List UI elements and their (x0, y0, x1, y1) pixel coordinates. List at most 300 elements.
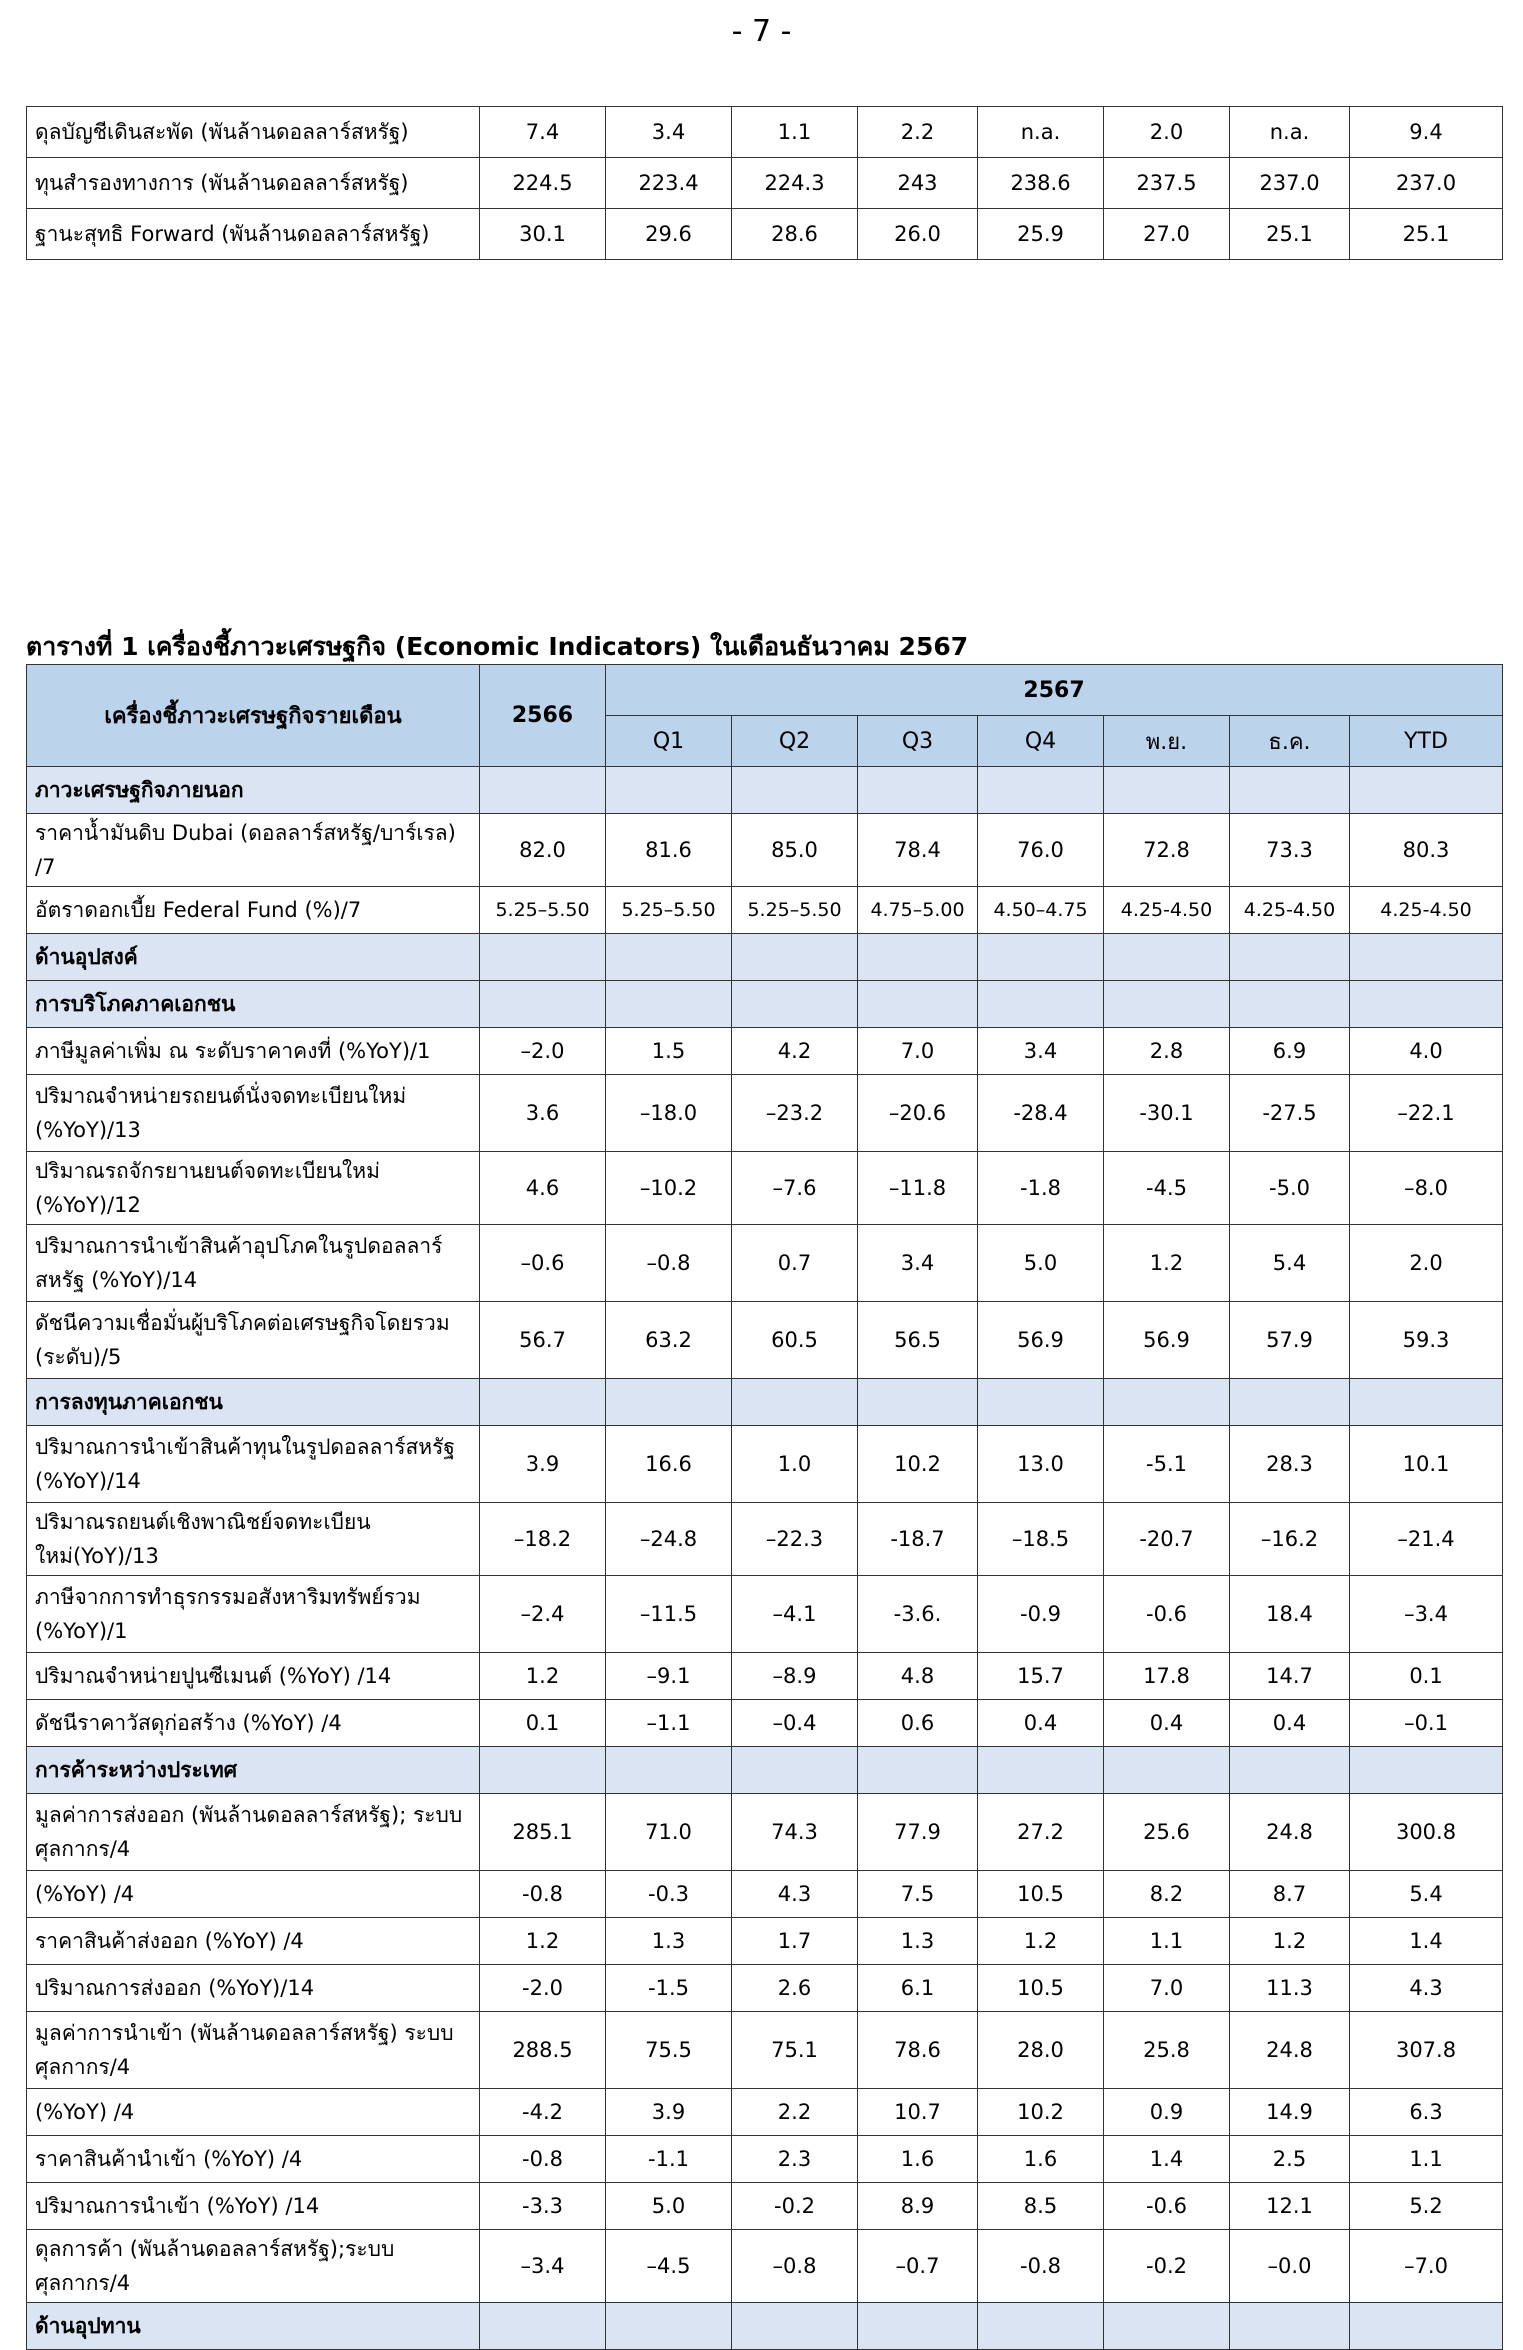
section-row (27, 934, 1503, 981)
cell-value: –22.3 (732, 1503, 858, 1576)
cell-value: -0.6 (1104, 2183, 1230, 2230)
cell-value: 78.4 (858, 814, 978, 887)
cell-value: 28.6 (732, 209, 858, 260)
cell-value: 11.3 (1230, 1965, 1350, 2012)
empty-cell (606, 981, 732, 1028)
table-row (27, 1152, 1503, 1225)
cell-value: 16.6 (606, 1426, 732, 1503)
cell-value: -0.8 (480, 1871, 606, 1918)
cell-value: 5.0 (606, 2183, 732, 2230)
cell-value: 0.7 (732, 1225, 858, 1302)
empty-cell (1230, 2303, 1350, 2350)
cell-value: 30.1 (480, 209, 606, 260)
section-row (27, 1747, 1503, 1794)
cell-value: 285.1 (480, 1794, 606, 1871)
cell-value: 82.0 (480, 814, 606, 887)
row-label: ทุนสำรองทางการ (พันล้านดอลลาร์สหรัฐ) (27, 158, 480, 209)
cell-value: 24.8 (1230, 2012, 1350, 2089)
cell-value: 25.1 (1350, 209, 1503, 260)
cell-value: 74.3 (732, 1794, 858, 1871)
section-row (27, 981, 1503, 1028)
cell-value: 9.4 (1350, 107, 1503, 158)
cell-value: –0.0 (1230, 2230, 1350, 2303)
table-row (27, 1918, 1503, 1965)
empty-cell (858, 767, 978, 814)
cell-value: –0.8 (606, 1225, 732, 1302)
table-row (27, 1075, 1503, 1152)
header-indicator: เครื่องชี้ภาวะเศรษฐกิจรายเดือน (27, 665, 480, 767)
empty-cell (1230, 981, 1350, 1028)
cell-value: 4.50–4.75 (978, 887, 1104, 934)
table-row (27, 1576, 1503, 1653)
cell-value: -5.0 (1230, 1152, 1350, 1225)
cell-value: 300.8 (1350, 1794, 1503, 1871)
cell-value: 1.6 (978, 2136, 1104, 2183)
cell-value: 1.3 (858, 1918, 978, 1965)
section-label: การลงทุนภาคเอกชน (27, 1379, 480, 1426)
empty-cell (1104, 2303, 1230, 2350)
table-row (27, 814, 1503, 887)
cell-value: –3.4 (1350, 1576, 1503, 1653)
row-label: ราคาสินค้านำเข้า (%YoY) /4 (27, 2136, 480, 2183)
empty-cell (1350, 1747, 1503, 1794)
empty-cell (606, 1747, 732, 1794)
cell-value: 0.4 (978, 1700, 1104, 1747)
cell-value: -0.9 (978, 1576, 1104, 1653)
cell-value: –22.1 (1350, 1075, 1503, 1152)
cell-value: –9.1 (606, 1653, 732, 1700)
cell-value: 1.2 (480, 1918, 606, 1965)
table-row (27, 887, 1503, 934)
cell-value: 2.8 (1104, 1028, 1230, 1075)
cell-value: 4.25-4.50 (1104, 887, 1230, 934)
table-row (27, 158, 1503, 209)
empty-cell (858, 1747, 978, 1794)
cell-value: 4.2 (732, 1028, 858, 1075)
cell-value: 1.2 (1104, 1225, 1230, 1302)
header-year-prev: 2566 (480, 665, 606, 767)
cell-value: 4.25-4.50 (1230, 887, 1350, 934)
row-label: (%YoY) /4 (27, 1871, 480, 1918)
empty-cell (1230, 1379, 1350, 1426)
cell-value: -1.1 (606, 2136, 732, 2183)
cell-value: 25.1 (1230, 209, 1350, 260)
cell-value: –2.0 (480, 1028, 606, 1075)
cell-value: 1.1 (732, 107, 858, 158)
row-label: ปริมาณการนำเข้าสินค้าอุปโภคในรูปดอลลาร์สหรัฐ (%YoY)/14 (27, 1225, 480, 1302)
cell-value: 6.9 (1230, 1028, 1350, 1075)
cell-value: 57.9 (1230, 1302, 1350, 1379)
cell-value: 28.3 (1230, 1426, 1350, 1503)
cell-value: 243 (858, 158, 978, 209)
cell-value: 56.7 (480, 1302, 606, 1379)
cell-value: 2.5 (1230, 2136, 1350, 2183)
cell-value: –16.2 (1230, 1503, 1350, 1576)
cell-value: 237.0 (1350, 158, 1503, 209)
cell-value: –1.1 (606, 1700, 732, 1747)
empty-cell (606, 934, 732, 981)
empty-cell (480, 767, 606, 814)
table-row (27, 1302, 1503, 1379)
row-label: ฐานะสุทธิ Forward (พันล้านดอลลาร์สหรัฐ) (27, 209, 480, 260)
cell-value: 10.7 (858, 2089, 978, 2136)
cell-value: -0.6 (1104, 1576, 1230, 1653)
empty-cell (858, 2303, 978, 2350)
empty-cell (606, 2303, 732, 2350)
section-label: ด้านอุปสงค์ (27, 934, 480, 981)
cell-value: -5.1 (1104, 1426, 1230, 1503)
row-label: ดุลบัญชีเดินสะพัด (พันล้านดอลลาร์สหรัฐ) (27, 107, 480, 158)
table-row (27, 1426, 1503, 1503)
cell-value: 25.6 (1104, 1794, 1230, 1871)
cell-value: –11.5 (606, 1576, 732, 1653)
table-title: ตารางที่ 1 เครื่องชี้ภาวะเศรษฐกิจ (Economic Indicators) ในเดือนธันวาคม 2567 (26, 632, 969, 661)
cell-value: –11.8 (858, 1152, 978, 1225)
table-row (27, 1503, 1503, 1576)
empty-cell (1104, 1379, 1230, 1426)
table-row (27, 1225, 1503, 1302)
table-row (27, 2012, 1503, 2089)
cell-value: 18.4 (1230, 1576, 1350, 1653)
header-col: Q4 (978, 716, 1104, 767)
cell-value: 224.3 (732, 158, 858, 209)
cell-value: -1.5 (606, 1965, 732, 2012)
cell-value: 1.2 (978, 1918, 1104, 1965)
cell-value: 1.4 (1104, 2136, 1230, 2183)
cell-value: -3.3 (480, 2183, 606, 2230)
cell-value: 0.6 (858, 1700, 978, 1747)
cell-value: 237.5 (1104, 158, 1230, 209)
cell-value: 8.9 (858, 2183, 978, 2230)
cell-value: –8.9 (732, 1653, 858, 1700)
cell-value: -3.6. (858, 1576, 978, 1653)
cell-value: 60.5 (732, 1302, 858, 1379)
cell-value: –18.5 (978, 1503, 1104, 1576)
cell-value: 24.8 (1230, 1794, 1350, 1871)
cell-value: –4.1 (732, 1576, 858, 1653)
table-row (27, 2136, 1503, 2183)
empty-cell (858, 981, 978, 1028)
header-col: Q3 (858, 716, 978, 767)
cell-value: 0.4 (1230, 1700, 1350, 1747)
cell-value: 0.1 (1350, 1653, 1503, 1700)
cell-value: 25.8 (1104, 2012, 1230, 2089)
cell-value: 75.5 (606, 2012, 732, 2089)
row-label: ปริมาณการนำเข้า (%YoY) /14 (27, 2183, 480, 2230)
cell-value: 7.5 (858, 1871, 978, 1918)
cell-value: -4.5 (1104, 1152, 1230, 1225)
empty-cell (480, 2303, 606, 2350)
cell-value: 3.4 (978, 1028, 1104, 1075)
cell-value: 10.2 (978, 2089, 1104, 2136)
cell-value: –23.2 (732, 1075, 858, 1152)
empty-cell (1350, 767, 1503, 814)
empty-cell (858, 1379, 978, 1426)
cell-value: 85.0 (732, 814, 858, 887)
cell-value: 1.3 (606, 1918, 732, 1965)
row-label: อัตราดอกเบี้ย Federal Fund (%)/7 (27, 887, 480, 934)
empty-cell (1104, 767, 1230, 814)
cell-value: -4.2 (480, 2089, 606, 2136)
cell-value: 26.0 (858, 209, 978, 260)
section-label: ภาวะเศรษฐกิจภายนอก (27, 767, 480, 814)
empty-cell (978, 2303, 1104, 2350)
cell-value: 288.5 (480, 2012, 606, 2089)
empty-cell (480, 1379, 606, 1426)
cell-value: 71.0 (606, 1794, 732, 1871)
empty-cell (1104, 981, 1230, 1028)
cell-value: -2.0 (480, 1965, 606, 2012)
empty-cell (732, 1747, 858, 1794)
cell-value: 4.3 (1350, 1965, 1503, 2012)
cell-value: 7.0 (1104, 1965, 1230, 2012)
cell-value: 0.9 (1104, 2089, 1230, 2136)
section-row (27, 2303, 1503, 2350)
cell-value: 1.6 (858, 2136, 978, 2183)
cell-value: 3.4 (606, 107, 732, 158)
cell-value: –7.6 (732, 1152, 858, 1225)
cell-value: 2.0 (1104, 107, 1230, 158)
table-row (27, 1028, 1503, 1075)
cell-value: 2.3 (732, 2136, 858, 2183)
cell-value: 63.2 (606, 1302, 732, 1379)
table-row (27, 2089, 1503, 2136)
empty-cell (480, 981, 606, 1028)
empty-cell (1230, 934, 1350, 981)
cell-value: 1.5 (606, 1028, 732, 1075)
cell-value: 15.7 (978, 1653, 1104, 1700)
cell-value: 5.2 (1350, 2183, 1503, 2230)
cell-value: 7.0 (858, 1028, 978, 1075)
cell-value: 75.1 (732, 2012, 858, 2089)
cell-value: 3.6 (480, 1075, 606, 1152)
empty-cell (606, 767, 732, 814)
cell-value: 6.3 (1350, 2089, 1503, 2136)
cell-value: 4.0 (1350, 1028, 1503, 1075)
cell-value: n.a. (978, 107, 1104, 158)
cell-value: –10.2 (606, 1152, 732, 1225)
cell-value: 56.9 (1104, 1302, 1230, 1379)
cell-value: –0.6 (480, 1225, 606, 1302)
cell-value: 307.8 (1350, 2012, 1503, 2089)
row-label: ปริมาณรถยนต์เชิงพาณิชย์จดทะเบียนใหม่(YoY)/13 (27, 1503, 480, 1576)
cell-value: –0.1 (1350, 1700, 1503, 1747)
empty-cell (1350, 1379, 1503, 1426)
section-label: การค้าระหว่างประเทศ (27, 1747, 480, 1794)
cell-value: 12.1 (1230, 2183, 1350, 2230)
cell-value: 1.7 (732, 1918, 858, 1965)
cell-value: 25.9 (978, 209, 1104, 260)
cell-value: 0.1 (480, 1700, 606, 1747)
empty-cell (858, 934, 978, 981)
cell-value: -18.7 (858, 1503, 978, 1576)
row-label: มูลค่าการส่งออก (พันล้านดอลลาร์สหรัฐ); ระบบศุลกากร/4 (27, 1794, 480, 1871)
cell-value: –21.4 (1350, 1503, 1503, 1576)
cell-value: -0.8 (480, 2136, 606, 2183)
cell-value: 3.9 (480, 1426, 606, 1503)
row-label: ปริมาณจำหน่ายปูนซีเมนต์ (%YoY) /14 (27, 1653, 480, 1700)
cell-value: 237.0 (1230, 158, 1350, 209)
cell-value: 76.0 (978, 814, 1104, 887)
header-col: YTD (1350, 716, 1503, 767)
cell-value: 4.8 (858, 1653, 978, 1700)
cell-value: 3.4 (858, 1225, 978, 1302)
cell-value: 0.4 (1104, 1700, 1230, 1747)
cell-value: 14.9 (1230, 2089, 1350, 2136)
cell-value: -0.3 (606, 1871, 732, 1918)
cell-value: 77.9 (858, 1794, 978, 1871)
cell-value: –3.4 (480, 2230, 606, 2303)
cell-value: –0.4 (732, 1700, 858, 1747)
cell-value: –8.0 (1350, 1152, 1503, 1225)
empty-cell (480, 934, 606, 981)
row-label: ราคาน้ำมันดิบ Dubai (ดอลลาร์สหรัฐ/บาร์เรล) /7 (27, 814, 480, 887)
cell-value: 1.0 (732, 1426, 858, 1503)
table-row (27, 1965, 1503, 2012)
cell-value: 8.2 (1104, 1871, 1230, 1918)
cell-value: 8.7 (1230, 1871, 1350, 1918)
row-label: ดัชนีราคาวัสดุก่อสร้าง (%YoY) /4 (27, 1700, 480, 1747)
table-row (27, 1700, 1503, 1747)
cell-value: 13.0 (978, 1426, 1104, 1503)
cell-value: 10.2 (858, 1426, 978, 1503)
empty-cell (978, 981, 1104, 1028)
empty-cell (732, 2303, 858, 2350)
cell-value: –4.5 (606, 2230, 732, 2303)
cell-value: 4.3 (732, 1871, 858, 1918)
cell-value: 72.8 (1104, 814, 1230, 887)
section-label: ด้านอุปทาน (27, 2303, 480, 2350)
cell-value: -20.7 (1104, 1503, 1230, 1576)
cell-value: 4.75–5.00 (858, 887, 978, 934)
cell-value: 56.9 (978, 1302, 1104, 1379)
cell-value: 2.2 (858, 107, 978, 158)
cell-value: -0.2 (732, 2183, 858, 2230)
cell-value: –20.6 (858, 1075, 978, 1152)
row-label: ราคาสินค้าส่งออก (%YoY) /4 (27, 1918, 480, 1965)
row-label: ดุลการค้า (พันล้านดอลลาร์สหรัฐ);ระบบศุลกากร/4 (27, 2230, 480, 2303)
row-label: ปริมาณการนำเข้าสินค้าทุนในรูปดอลลาร์สหรัฐ (%YoY)/14 (27, 1426, 480, 1503)
empty-cell (480, 1747, 606, 1794)
empty-cell (1230, 767, 1350, 814)
empty-cell (732, 767, 858, 814)
row-label: มูลค่าการนำเข้า (พันล้านดอลลาร์สหรัฐ) ระบบศุลกากร/4 (27, 2012, 480, 2089)
header-col: พ.ย. (1104, 716, 1230, 767)
cell-value: 6.1 (858, 1965, 978, 2012)
header-col: Q2 (732, 716, 858, 767)
cell-value: –0.7 (858, 2230, 978, 2303)
cell-value: 10.5 (978, 1965, 1104, 2012)
cell-value: –18.2 (480, 1503, 606, 1576)
header-year-curr: 2567 (606, 665, 1503, 716)
row-label: ภาษีจากการทำธุรกรรมอสังหาริมทรัพย์รวม (%YoY)/1 (27, 1576, 480, 1653)
cell-value: -0.8 (978, 2230, 1104, 2303)
cell-value: –0.8 (732, 2230, 858, 2303)
row-label: ปริมาณรถจักรยานยนต์จดทะเบียนใหม่ (%YoY)/12 (27, 1152, 480, 1225)
empty-cell (1350, 2303, 1503, 2350)
cell-value: -0.2 (1104, 2230, 1230, 2303)
cell-value: 73.3 (1230, 814, 1350, 887)
row-label: ภาษีมูลค่าเพิ่ม ณ ระดับราคาคงที่ (%YoY)/1 (27, 1028, 480, 1075)
section-row (27, 767, 1503, 814)
cell-value: 59.3 (1350, 1302, 1503, 1379)
cell-value: -27.5 (1230, 1075, 1350, 1152)
cell-value: 2.2 (732, 2089, 858, 2136)
cell-value: 29.6 (606, 209, 732, 260)
cell-value: 10.1 (1350, 1426, 1503, 1503)
empty-cell (732, 1379, 858, 1426)
cell-value: 10.5 (978, 1871, 1104, 1918)
empty-cell (978, 767, 1104, 814)
continued-table (26, 106, 1503, 260)
cell-value: 1.2 (1230, 1918, 1350, 1965)
cell-value: –7.0 (1350, 2230, 1503, 2303)
cell-value: 14.7 (1230, 1653, 1350, 1700)
cell-value: 27.0 (1104, 209, 1230, 260)
table-row (27, 2230, 1503, 2303)
cell-value: 5.25–5.50 (732, 887, 858, 934)
section-label: การบริโภคภาคเอกชน (27, 981, 480, 1028)
cell-value: -1.8 (978, 1152, 1104, 1225)
section-row (27, 1379, 1503, 1426)
empty-cell (1230, 1747, 1350, 1794)
cell-value: 2.6 (732, 1965, 858, 2012)
cell-value: n.a. (1230, 107, 1350, 158)
empty-cell (1350, 934, 1503, 981)
row-label: ดัชนีความเชื่อมั่นผู้บริโภคต่อเศรษฐกิจโดยรวม (ระดับ)/5 (27, 1302, 480, 1379)
table-row (27, 1871, 1503, 1918)
cell-value: 5.0 (978, 1225, 1104, 1302)
empty-cell (732, 981, 858, 1028)
cell-value: 17.8 (1104, 1653, 1230, 1700)
cell-value: -30.1 (1104, 1075, 1230, 1152)
empty-cell (1104, 934, 1230, 981)
cell-value: 7.4 (480, 107, 606, 158)
cell-value: 5.25–5.50 (606, 887, 732, 934)
table-row (27, 1794, 1503, 1871)
cell-value: 5.4 (1230, 1225, 1350, 1302)
empty-cell (1104, 1747, 1230, 1794)
cell-value: 1.2 (480, 1653, 606, 1700)
empty-cell (978, 1379, 1104, 1426)
cell-value: 4.6 (480, 1152, 606, 1225)
header-col: ธ.ค. (1230, 716, 1350, 767)
table-row (27, 107, 1503, 158)
cell-value: 2.0 (1350, 1225, 1503, 1302)
cell-value: –18.0 (606, 1075, 732, 1152)
economic-indicators-table (26, 664, 1503, 2350)
cell-value: 1.4 (1350, 1918, 1503, 1965)
empty-cell (606, 1379, 732, 1426)
cell-value: 8.5 (978, 2183, 1104, 2230)
row-label: ปริมาณการส่งออก (%YoY)/14 (27, 1965, 480, 2012)
cell-value: 56.5 (858, 1302, 978, 1379)
table-row (27, 1653, 1503, 1700)
cell-value: 5.4 (1350, 1871, 1503, 1918)
empty-cell (978, 1747, 1104, 1794)
cell-value: 78.6 (858, 2012, 978, 2089)
cell-value: 238.6 (978, 158, 1104, 209)
cell-value: 28.0 (978, 2012, 1104, 2089)
cell-value: 1.1 (1350, 2136, 1503, 2183)
table-row (27, 2183, 1503, 2230)
empty-cell (1350, 981, 1503, 1028)
table-row (27, 209, 1503, 260)
cell-value: 27.2 (978, 1794, 1104, 1871)
empty-cell (732, 934, 858, 981)
cell-value: 5.25–5.50 (480, 887, 606, 934)
cell-value: 224.5 (480, 158, 606, 209)
